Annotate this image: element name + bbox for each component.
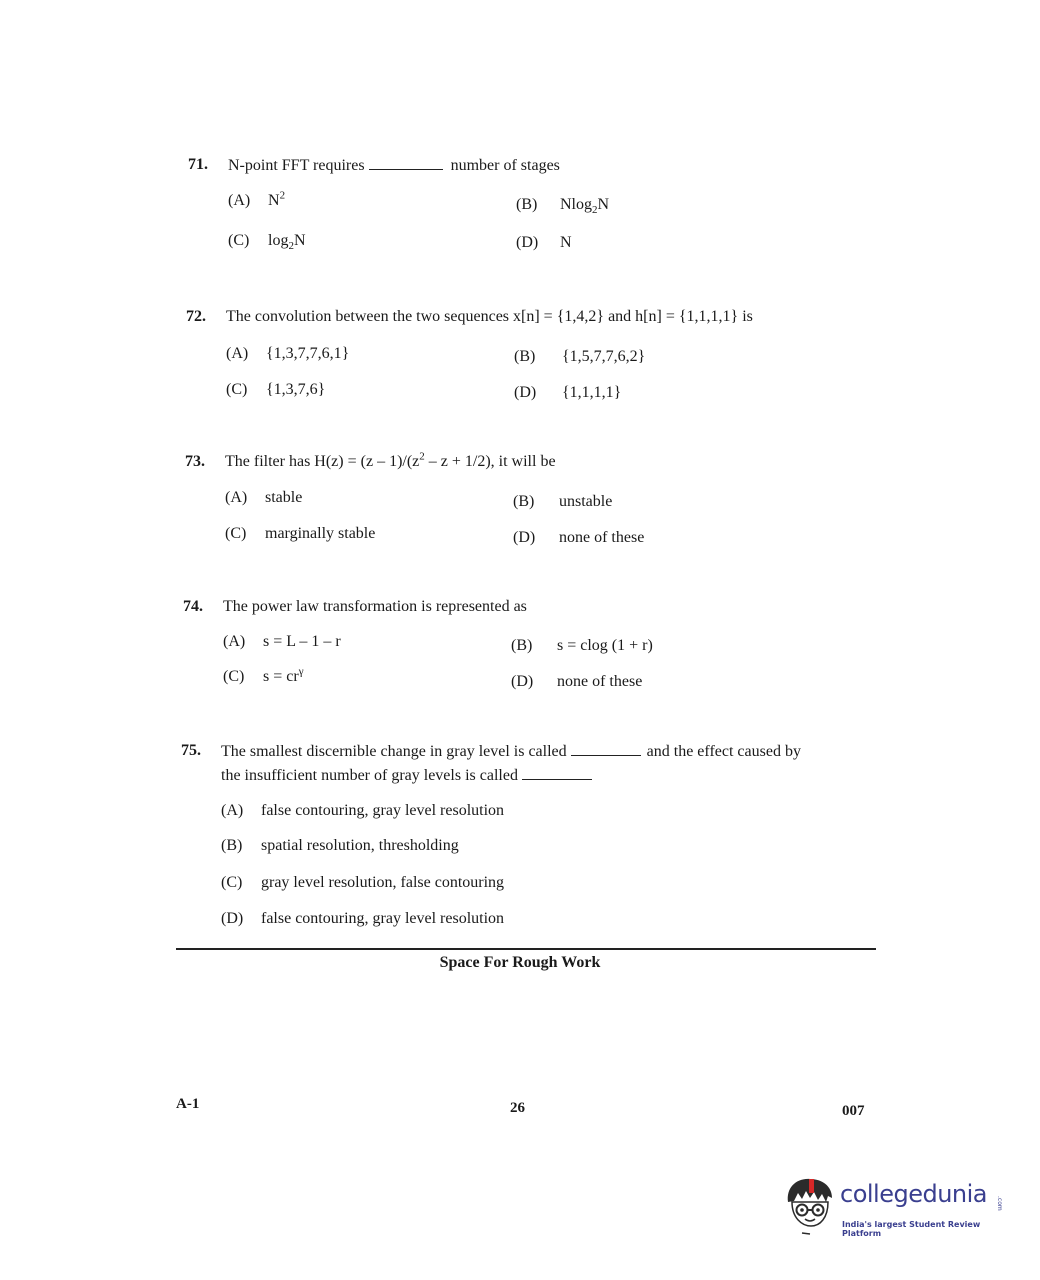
option-d: (D) N [516, 234, 572, 251]
question-71 [188, 155, 868, 255]
option-d: (D) {1,1,1,1} [514, 384, 622, 401]
question-74 [183, 597, 873, 697]
brand-suffix: .com [996, 1196, 1003, 1211]
option-b: (B) {1,5,7,7,6,2} [514, 348, 646, 365]
option-a: (A) false contouring, gray level resolution [221, 802, 505, 819]
question-72 [186, 307, 876, 407]
question-stem: N-point FFT requires number of stages [228, 157, 560, 174]
answer-blank [522, 765, 592, 780]
question-stem-line-1: The smallest discernible change in gray level is called and the effect caused by [221, 743, 801, 760]
footer-page-number: 26 [510, 1100, 525, 1116]
option-d: (D) false contouring, gray level resolution [221, 910, 505, 927]
brand-tagline: India's largest Student Review Platform [842, 1220, 981, 1238]
option-a: (A) {1,3,7,7,6,1} [226, 345, 350, 362]
option-b: (B) Nlog$_2$N [516, 196, 610, 217]
question-number: 75. [181, 742, 201, 759]
option-c: (C) $\log_2N$ [228, 232, 306, 253]
option-a: (A) stable [225, 489, 303, 506]
option-b: (B) s = clog (1 + r) [511, 637, 653, 654]
footer-booklet-code: 007 [842, 1103, 865, 1119]
question-number: 73. [185, 453, 205, 470]
option-a: (A) s = L – 1 – r [223, 633, 341, 650]
rough-work-divider [176, 948, 876, 950]
rough-work-label: Space For Rough Work [439, 954, 601, 971]
option-b: (B) spatial resolution, thresholding [221, 837, 459, 854]
option-d: (D) none of these [513, 529, 645, 546]
question-number: 74. [183, 598, 203, 615]
question-stem: The filter has $H(z) = (z - 1)/(z^2 - z + 1/2)$, it will be [225, 450, 556, 470]
question-73 [185, 452, 875, 552]
answer-blank [571, 741, 641, 756]
option-a: (A) $N^2$ [228, 189, 286, 209]
answer-blank [369, 155, 443, 170]
question-stem-line-2: the insufficient number of gray levels is called [221, 765, 592, 786]
question-number: 72. [186, 308, 206, 325]
footer-series-code: A-1 [176, 1096, 200, 1112]
question-stem: The convolution between the two sequences x[n] = {1,4,2} and h[n] = {1,1,1,1} is [226, 308, 753, 325]
question-stem: The power law transformation is represented as [223, 598, 527, 615]
question-75 [181, 741, 881, 931]
option-c: (C) marginally stable [225, 525, 376, 542]
option-c: (C) $s = cr^\gamma$ [223, 665, 304, 685]
option-d: (D) none of these [511, 673, 643, 690]
question-number: 71. [188, 156, 208, 173]
collegedunia-watermark [782, 1176, 1022, 1236]
option-b: (B) unstable [513, 493, 613, 510]
mascot-icon [782, 1176, 838, 1236]
option-c: (C) gray level resolution, false contouring [221, 874, 505, 891]
option-c: (C) {1,3,7,6} [226, 381, 326, 398]
brand-name: collegedunia [840, 1180, 988, 1208]
